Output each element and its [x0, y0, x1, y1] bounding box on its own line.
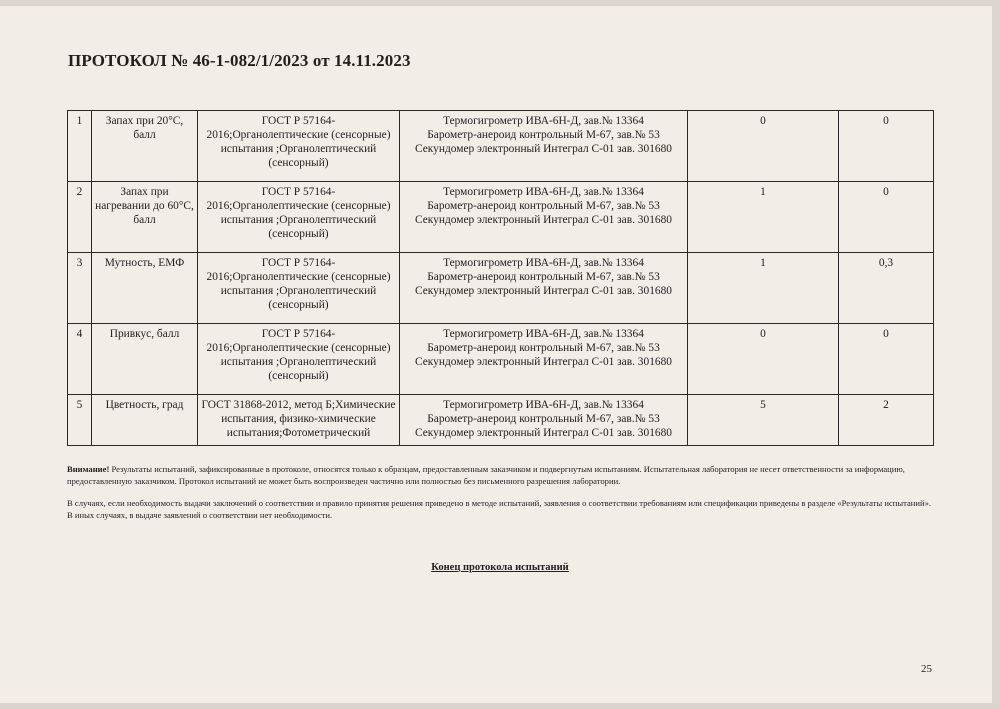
- table-row: [68, 111, 934, 182]
- parameter-name: Запах при 20°С, балл: [92, 111, 198, 182]
- norm-value: 0,3: [839, 253, 934, 324]
- equipment-line: Барометр-анероид контрольный М-67, зав.№ 53: [427, 271, 660, 283]
- scan-edge-top: [0, 0, 1000, 6]
- row-number: 1: [68, 111, 92, 182]
- result-value: 1: [688, 253, 839, 324]
- result-value: 5: [688, 395, 839, 446]
- table-row: [68, 395, 934, 446]
- equipment-line: Термогигрометр ИВА-6Н-Д, зав.№ 13364: [443, 257, 644, 269]
- equipment-line: Барометр-анероид контрольный М-67, зав.№ 53: [427, 200, 660, 212]
- equipment-line: Барометр-анероид контрольный М-67, зав.№ 53: [427, 342, 660, 354]
- scan-edge-right: [992, 0, 1000, 709]
- result-value: 0: [688, 111, 839, 182]
- row-number: 3: [68, 253, 92, 324]
- result-value: 1: [688, 182, 839, 253]
- page-number: 25: [921, 663, 932, 675]
- equipment-line: Термогигрометр ИВА-6Н-Д, зав.№ 13364: [443, 399, 644, 411]
- attention-note: [67, 463, 937, 487]
- row-number: 4: [68, 324, 92, 395]
- parameter-name: Запах при нагревании до 60°С, балл: [92, 182, 198, 253]
- results-table-body: [68, 111, 934, 446]
- protocol-title: ПРОТОКОЛ № 46-1-082/1/2023 от 14.11.2023: [68, 51, 411, 70]
- test-method: ГОСТ Р 57164-2016;Органолептические (сенсорные) испытания ;Органолептический (сенсорный): [198, 182, 400, 253]
- table-row: [68, 253, 934, 324]
- result-value: 0: [688, 324, 839, 395]
- equipment: [400, 253, 688, 324]
- equipment-line: Термогигрометр ИВА-6Н-Д, зав.№ 13364: [443, 328, 644, 340]
- row-number: 5: [68, 395, 92, 446]
- equipment-line: Термогигрометр ИВА-6Н-Д, зав.№ 13364: [443, 186, 644, 198]
- end-of-protocol-text: Конец протокола испытаний: [431, 562, 569, 573]
- table-row: [68, 324, 934, 395]
- test-method: ГОСТ 31868-2012, метод Б;Химические испытания, физико-химические испытания;Фотометрический: [198, 395, 400, 446]
- norm-value: 0: [839, 324, 934, 395]
- equipment: [400, 395, 688, 446]
- equipment: [400, 182, 688, 253]
- equipment-line: Секундомер электронный Интеграл С-01 зав. 301680: [415, 214, 672, 226]
- end-of-protocol: [0, 562, 1000, 573]
- equipment-line: Термогигрометр ИВА-6Н-Д, зав.№ 13364: [443, 115, 644, 127]
- equipment-line: Секундомер электронный Интеграл С-01 зав. 301680: [415, 285, 672, 297]
- table-row: [68, 182, 934, 253]
- parameter-name: Цветность, град: [92, 395, 198, 446]
- results-table: [67, 110, 934, 446]
- equipment: [400, 111, 688, 182]
- test-method: ГОСТ Р 57164-2016;Органолептические (сенсорные) испытания ;Органолептический (сенсорный): [198, 111, 400, 182]
- equipment-line: Барометр-анероид контрольный М-67, зав.№ 53: [427, 129, 660, 141]
- attention-label: Внимание!: [67, 464, 110, 474]
- equipment-line: Секундомер электронный Интеграл С-01 зав. 301680: [415, 143, 672, 155]
- equipment-line: Секундомер электронный Интеграл С-01 зав. 301680: [415, 356, 672, 368]
- equipment: [400, 324, 688, 395]
- row-number: 2: [68, 182, 92, 253]
- parameter-name: Мутность, ЕМФ: [92, 253, 198, 324]
- equipment-line: Секундомер электронный Интеграл С-01 зав. 301680: [415, 427, 672, 439]
- test-method: ГОСТ Р 57164-2016;Органолептические (сенсорные) испытания ;Органолептический (сенсорный): [198, 324, 400, 395]
- equipment-line: Барометр-анероид контрольный М-67, зав.№ 53: [427, 413, 660, 425]
- norm-value: 0: [839, 182, 934, 253]
- attention-text: Результаты испытаний, зафиксированные в протоколе, относятся только к образцам, предоставленным заказчиком и подвергнутым испытаниям. Испытательная лаборатория не несет ответственности за информацию, предоставленную заказчиком. Протокол испытаний не может быть воспроизведен частично или полностью без письменного разрешения лаборатории.: [67, 464, 905, 486]
- norm-value: 0: [839, 111, 934, 182]
- test-method: ГОСТ Р 57164-2016;Органолептические (сенсорные) испытания ;Органолептический (сенсорный): [198, 253, 400, 324]
- parameter-name: Привкус, балл: [92, 324, 198, 395]
- conformity-note: В случаях, если необходимость выдачи заключений о соответствии и правило принятия решения приведено в методе испытаний, заявления о соответствии требованиям или спецификации приведены в разделе «Результаты испытаний». В иных случаях, в выдаче заявлений о соответствии нет необходимости.: [67, 498, 932, 520]
- norm-value: 2: [839, 395, 934, 446]
- scan-edge-bottom: [0, 703, 1000, 709]
